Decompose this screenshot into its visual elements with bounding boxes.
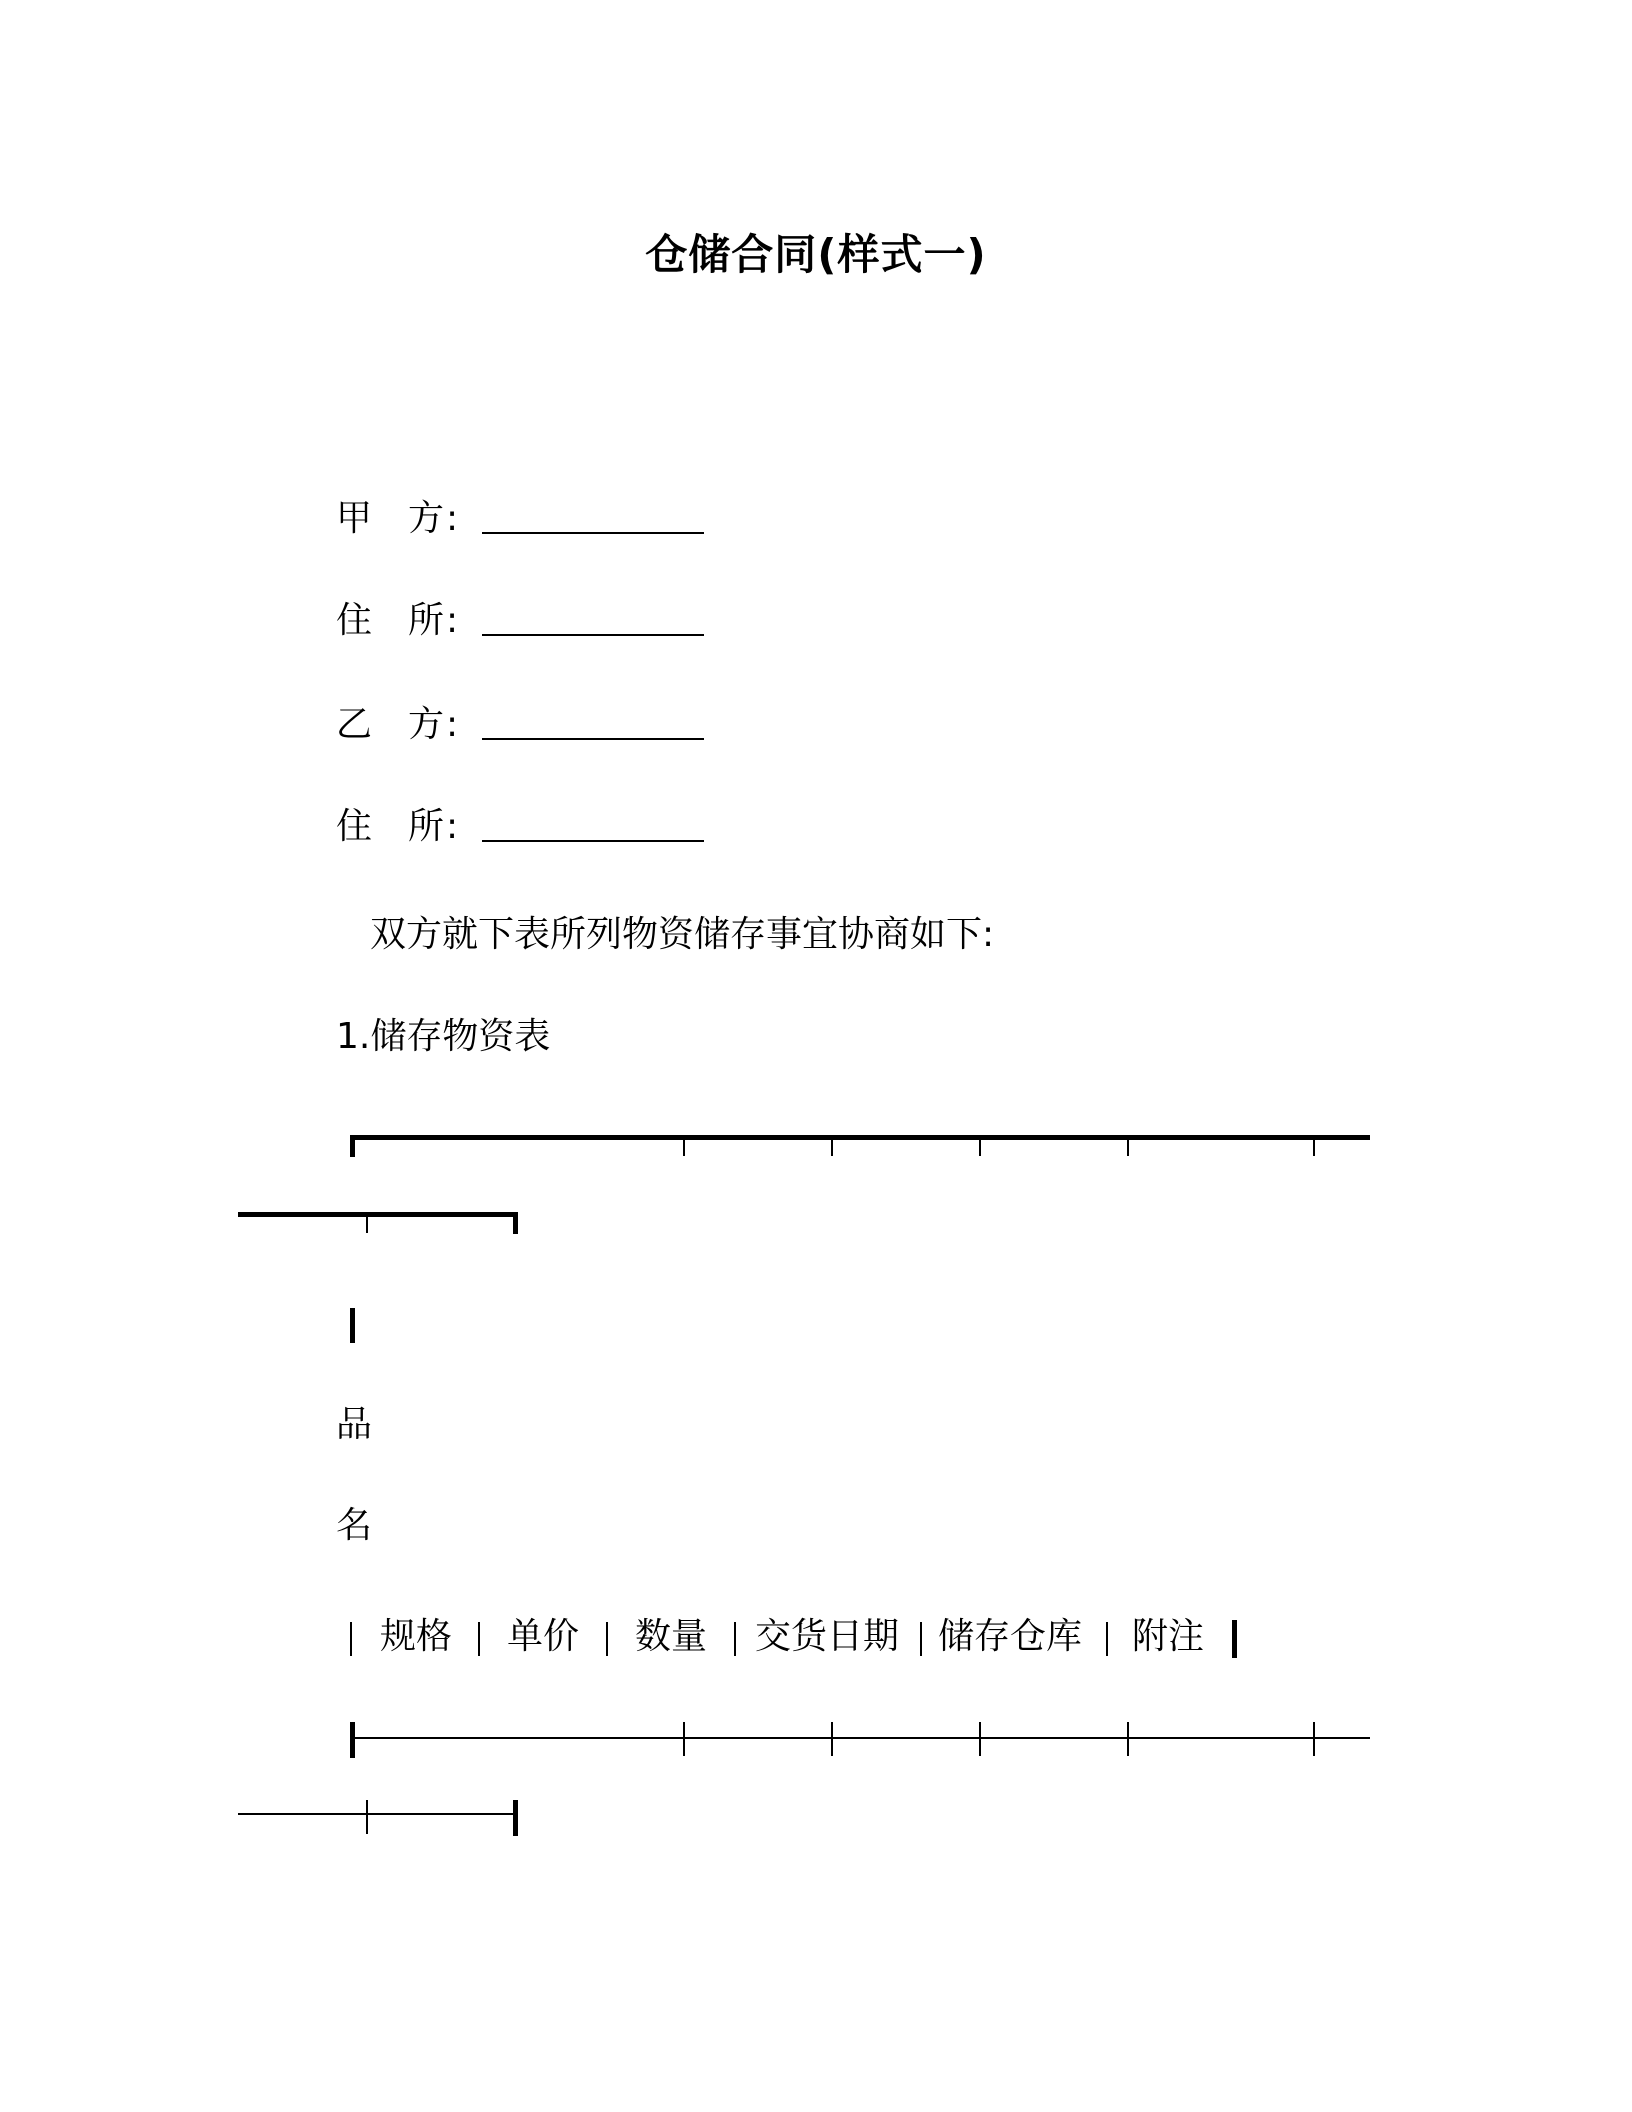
table-row-tick — [979, 1722, 981, 1756]
column-separator — [734, 1622, 736, 1656]
table-top-wrap-tick — [366, 1215, 368, 1233]
column-separator — [1232, 1620, 1237, 1658]
fill-in-blank[interactable] — [482, 738, 704, 740]
table-row-left-edge — [350, 1722, 355, 1758]
field-label-char: 甲 — [336, 498, 373, 539]
table-top-tick — [1127, 1138, 1129, 1156]
column-separator — [478, 1622, 480, 1656]
fill-in-blank[interactable] — [482, 840, 704, 842]
field-colon: : — [446, 600, 459, 641]
field-party-b — [336, 700, 458, 750]
column-header: 储存仓库 — [938, 1616, 1083, 1657]
field-label-char: 乙 — [336, 704, 373, 745]
column-header: 数量 — [635, 1616, 708, 1657]
table-row-tick — [1127, 1722, 1129, 1756]
table-top-border-wrap — [238, 1212, 516, 1217]
document-title: 仓储合同(样式一) — [645, 230, 987, 279]
table-top-tick — [1313, 1138, 1315, 1156]
field-party-a-address — [336, 596, 458, 646]
table-row-tick — [683, 1722, 685, 1756]
table-left-border — [350, 1308, 355, 1343]
column-header: 附注 — [1132, 1616, 1205, 1657]
field-party-b-address — [336, 802, 458, 852]
field-colon: : — [446, 806, 459, 847]
field-label-char: 所 — [408, 600, 445, 641]
table-row-wrap-end — [513, 1800, 518, 1836]
table-row-border-wrap — [238, 1813, 516, 1815]
table-row-wrap-tick — [366, 1800, 368, 1834]
table-top-tick — [683, 1138, 685, 1156]
fill-in-blank[interactable] — [482, 532, 704, 534]
field-colon: : — [446, 704, 459, 745]
table-top-wrap-end — [513, 1212, 518, 1234]
first-column-char: 名 — [336, 1505, 373, 1546]
column-header: 规格 — [380, 1616, 453, 1657]
table-row-border — [350, 1737, 1370, 1739]
table-row-tick — [1313, 1722, 1315, 1756]
column-separator — [920, 1622, 922, 1656]
column-separator — [606, 1622, 608, 1656]
field-party-a — [336, 494, 458, 544]
table-top-tick — [979, 1138, 981, 1156]
intro-paragraph: 双方就下表所列物资储存事宜协商如下: — [370, 914, 995, 955]
table-row-tick — [831, 1722, 833, 1756]
field-colon: : — [446, 498, 459, 539]
column-separator — [350, 1622, 352, 1656]
table-top-border — [350, 1135, 1370, 1140]
table-top-tick — [831, 1138, 833, 1156]
field-label-char: 住 — [336, 600, 373, 641]
field-label-char: 方 — [408, 704, 445, 745]
table-top-corner — [350, 1135, 355, 1157]
field-label-char: 住 — [336, 806, 373, 847]
first-column-char: 品 — [336, 1404, 373, 1445]
field-label-char: 方 — [408, 498, 445, 539]
column-header: 单价 — [507, 1616, 580, 1657]
column-separator — [1106, 1622, 1108, 1656]
section-heading: 1.储存物资表 — [336, 1016, 551, 1057]
column-header: 交货日期 — [755, 1616, 900, 1657]
fill-in-blank[interactable] — [482, 634, 704, 636]
field-label-char: 所 — [408, 806, 445, 847]
